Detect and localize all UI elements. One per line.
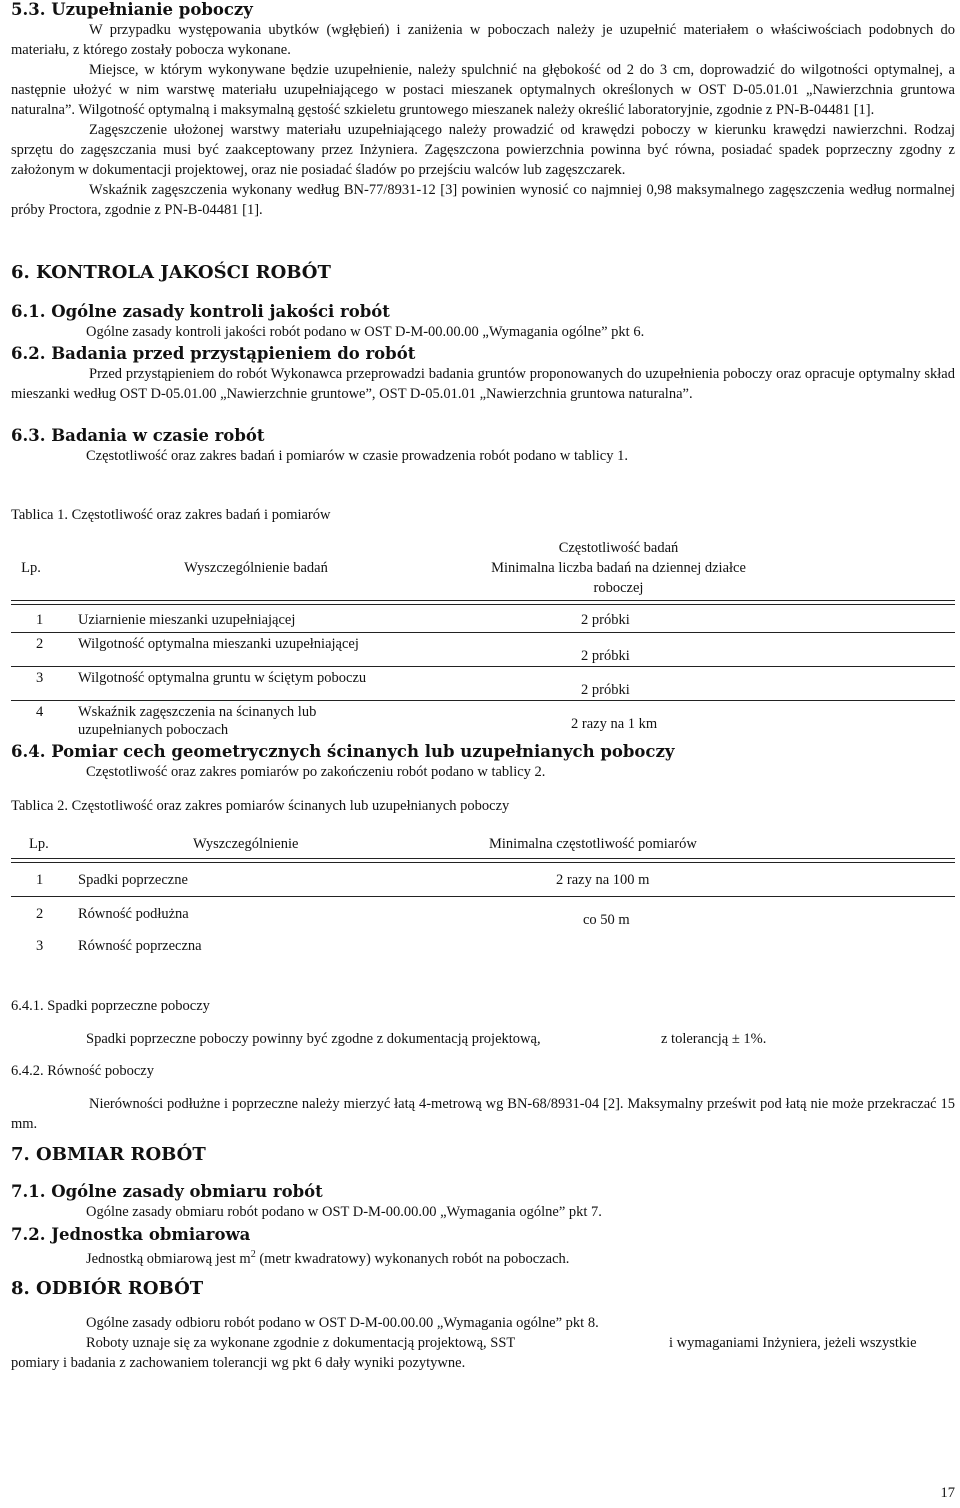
paragraph: Ogólne zasady odbioru robót podano w OST D-M-00.00.00 „Wymagania ogólne” pkt 8.	[86, 1315, 599, 1331]
header-name: Wyszczególnienie badań	[184, 560, 328, 576]
paragraph: Częstotliwość oraz zakres pomiarów po zakończeniu robót podano w tablicy 2.	[86, 764, 546, 780]
paragraph: pomiary i badania z zachowaniem tolerancji wg pkt 6 dały wyniki pozytywne.	[11, 1355, 466, 1371]
cell-lp: 3	[36, 938, 44, 954]
text-part: Jednostką obmiarową jest m	[86, 1250, 251, 1267]
cell-name: Równość poprzeczna	[78, 938, 202, 954]
section-heading: 7.2. Jednostka obmiarowa	[11, 1225, 251, 1244]
table-caption: Tablica 2. Częstotliwość oraz zakres pomiarów ścinanych lub uzupełnianych poboczy	[11, 798, 510, 814]
cell-name: Wilgotność optymalna gruntu w ściętym poboczu	[78, 670, 367, 686]
table-row	[11, 668, 955, 702]
cell-name: Wilgotność optymalna mieszanki uzupełniającej	[78, 636, 359, 652]
paragraph: W przypadku występowania ubytków (wgłębień) i zaniżenia w poboczach należy je uzupełnić materiałem o właściwościach podobnych do materiału, z którego zostały pobocza wykonane.	[11, 22, 955, 58]
divider	[11, 700, 955, 701]
section-heading: 6.4. Pomiar cech geometrycznych ścinanych lub uzupełnianych poboczy	[11, 742, 675, 761]
header-frequency-line: roboczej	[593, 580, 644, 596]
paragraph: Częstotliwość oraz zakres badań i pomiarów w czasie prowadzenia robót podano w tablicy 1.	[86, 448, 628, 464]
cell-frequency: 2 próbki	[581, 612, 630, 628]
table-2-caption	[11, 796, 955, 816]
header-frequency-line: Częstotliwość badań	[558, 540, 679, 556]
cell-frequency: 2 próbki	[581, 682, 630, 698]
paragraph: Nierówności podłużne i poprzeczne należy mierzyć łatą 4-metrową wg BN-68/8931-04 [2]. Maksymalny prześwit pod łatą nie może przekraczać 15 mm.	[11, 1096, 955, 1132]
section-7-1	[11, 1182, 955, 1222]
cell-lp: 4	[36, 704, 44, 720]
section-7-2	[11, 1225, 955, 1269]
header-lp: Lp.	[29, 836, 49, 852]
cell-frequency: 2 razy na 1 km	[571, 716, 658, 732]
section-heading: 5.3. Uzupełnianie poboczy	[11, 0, 253, 19]
header-name: Wyszczególnienie	[193, 836, 299, 852]
paragraph: Spadki poprzeczne poboczy powinny być zgodne z dokumentacją projektową,	[86, 1031, 541, 1047]
paragraph	[11, 1245, 955, 1269]
cell-name: Równość podłużna	[78, 906, 189, 922]
table-row	[11, 870, 955, 894]
paragraph: z tolerancją ± 1%.	[661, 1031, 767, 1047]
table-row	[11, 702, 955, 742]
table-row	[11, 936, 955, 960]
header-lp: Lp.	[21, 560, 41, 576]
section-6-4-1	[11, 996, 955, 1016]
superscript: 2	[250, 1249, 256, 1260]
section-heading: 6.1. Ogólne zasady kontroli jakości robót	[11, 302, 390, 321]
section-heading: 7.1. Ogólne zasady obmiaru robót	[11, 1182, 323, 1201]
cell-lp: 1	[36, 872, 44, 888]
paragraph: Przed przystąpieniem do robót Wykonawca przeprowadzi badania gruntów proponowanych do uzupełnienia poboczy oraz opracuje optymalny skład mieszanki według OST D-05.01.00 „Nawierzchnie gruntowe”, OST D-05.01.01 „Nawierzchnia gruntowa naturalna”.	[11, 366, 955, 402]
divider	[11, 666, 955, 667]
table-row	[11, 904, 955, 928]
cell-frequency: co 50 m	[583, 912, 630, 928]
cell-lp: 3	[36, 670, 44, 686]
section-6-2	[11, 344, 955, 404]
section-6	[11, 262, 955, 284]
section-7	[11, 1144, 955, 1166]
paragraph: Miejsce, w którym wykonywane będzie uzupełnienie, należy spulchnić na głębokość od 2 do 3 cm, doprowadzić do wilgotności optymalnej, a następnie ułożyć w nim warstwę materiału uzupełniającego w postaci mieszanek optymalnych określonych w OST D-05.01.01 „Nawierzchnia gruntowa naturalna”. Wilgotność optymalną i maksymalną gęstość szkieletu gruntowego mieszanek należy określić laboratoryjnie, zgodnie z PN-B-04481 [1].	[11, 62, 955, 118]
subsection-heading: 6.4.1. Spadki poprzeczne poboczy	[11, 998, 210, 1014]
paragraph: Zagęszczenie ułożonej warstwy materiału uzupełniającego należy prowadzić od krawędzi poboczy w kierunku krawędzi nawierzchni. Rodzaj sprzętu do zagęszczania musi być zaakceptowany przez Inżyniera. Zagęszczona powierzchnia powinna być równa, posiadać spadek poprzeczny zgodny z założonym w dokumentacji projektowej, oraz nie posiadać śladów po przejściu walców lub zagęszczarek.	[11, 122, 955, 178]
subsection-heading: 6.4.2. Równość poboczy	[11, 1063, 154, 1079]
divider	[11, 862, 955, 863]
header-frequency: Minimalna częstotliwość pomiarów	[489, 836, 697, 852]
section-6-4	[11, 742, 955, 782]
header-frequency-line: Minimalna liczba badań na dziennej działce	[491, 560, 746, 576]
cell-name: Wskaźnik zagęszczenia na ścinanych lub	[78, 704, 317, 720]
section-heading: 6.3. Badania w czasie robót	[11, 426, 265, 445]
cell-name: Spadki poprzeczne	[78, 872, 188, 888]
section-6-4-2	[11, 1061, 955, 1081]
chapter-heading: 7. OBMIAR ROBÓT	[11, 1144, 206, 1165]
table-caption: Tablica 1. Częstotliwość oraz zakres badań i pomiarów	[11, 507, 331, 523]
cell-lp: 1	[36, 612, 44, 628]
section-6-3	[11, 426, 955, 466]
section-6-1	[11, 302, 955, 342]
divider	[11, 604, 955, 605]
header-frequency	[441, 538, 796, 598]
paragraph: Wskaźnik zagęszczenia wykonany według BN-77/8931-12 [3] powinien wynosić co najmniej 0,98 maksymalnego zagęszczenia według normalnej próby Proctora, zgodnie z PN-B-04481 [1].	[11, 182, 955, 218]
table-row	[11, 606, 955, 634]
text-part: Roboty uznaje się za wykonane zgodnie z dokumentacją projektową, SST	[86, 1335, 516, 1351]
paragraph	[11, 1333, 955, 1353]
section-heading: 6.2. Badania przed przystąpieniem do robót	[11, 344, 416, 363]
table-row	[11, 634, 955, 668]
paragraph: Ogólne zasady kontroli jakości robót podano w OST D-M-00.00.00 „Wymagania ogólne” pkt 6.	[86, 324, 645, 340]
section-6-4-2-text	[11, 1094, 955, 1134]
chapter-heading: 6. KONTROLA JAKOŚCI ROBÓT	[11, 262, 331, 283]
table-1-caption	[11, 505, 955, 525]
paragraph: Ogólne zasady obmiaru robót podano w OST D-M-00.00.00 „Wymagania ogólne” pkt 7.	[86, 1204, 602, 1220]
cell-lp: 2	[36, 636, 44, 652]
divider	[11, 632, 955, 633]
cell-name: Uziarnienie mieszanki uzupełniającej	[78, 612, 296, 628]
cell-frequency: 2 próbki	[581, 648, 630, 664]
divider	[11, 858, 955, 859]
divider	[11, 896, 955, 897]
section-8	[11, 1278, 955, 1300]
text-part: i wymaganiami Inżyniera, jeżeli wszystkie	[669, 1335, 917, 1351]
section-8-text	[11, 1313, 955, 1373]
page-number: 17	[940, 1485, 955, 1501]
section-5-3	[11, 0, 955, 220]
cell-lp: 2	[36, 906, 44, 922]
cell-name: uzupełnianych poboczach	[78, 722, 229, 738]
text-part: (metr kwadratowy) wykonanych robót na poboczach.	[255, 1250, 570, 1267]
chapter-heading: 8. ODBIÓR ROBÓT	[11, 1278, 204, 1299]
cell-frequency: 2 razy na 100 m	[556, 872, 650, 888]
divider	[11, 600, 955, 601]
